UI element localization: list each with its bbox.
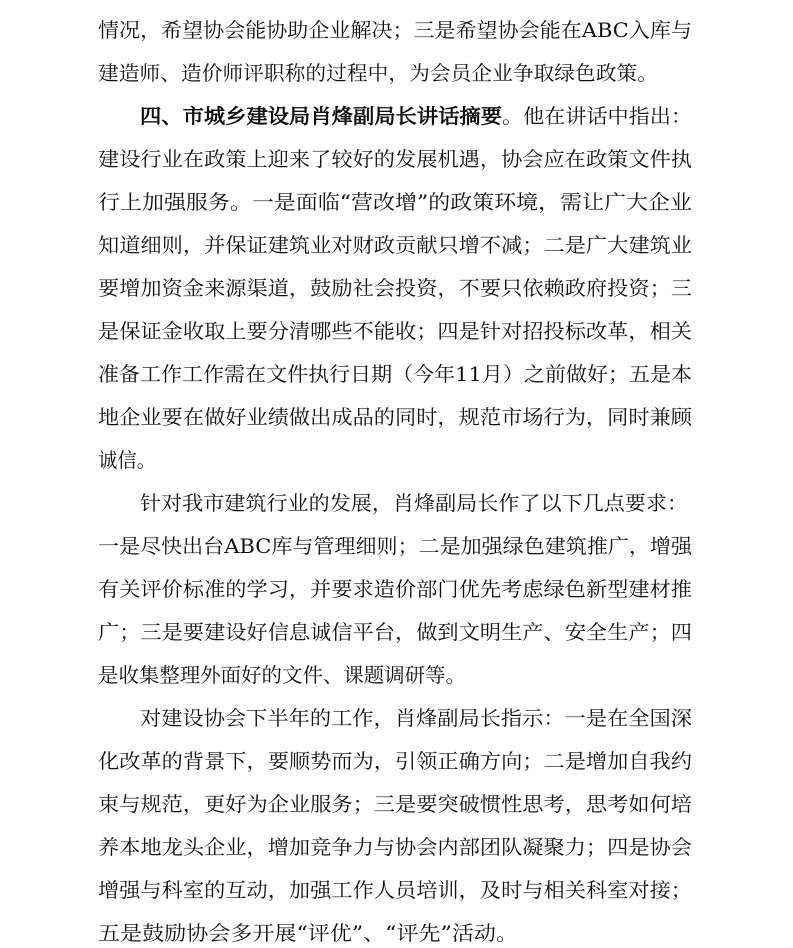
text-segment: 束与规范，更好为企业服务；三是要突破惯性思考，思考如何培	[98, 792, 692, 816]
text-line	[0, 445, 793, 475]
text-segment: 知道细则，并保证建筑业对财政贡献只增不减；二是广大建筑业	[98, 233, 692, 257]
text-line	[0, 789, 793, 819]
text-line	[0, 875, 793, 905]
text-segment: 建设行业在政策上迎来了较好的发展机遇，协会应在政策文件执	[98, 147, 692, 171]
text-line	[0, 488, 793, 518]
text-line	[0, 402, 793, 432]
text-segment: 。他在讲话中指出：	[502, 104, 692, 128]
section-heading-line	[0, 101, 793, 131]
text-line	[0, 574, 793, 604]
text-line	[0, 531, 793, 561]
text-line	[0, 230, 793, 260]
text-line	[0, 832, 793, 862]
text-segment: 地企业要在做好业绩做出成品的同时，规范市场行为，同时兼顾	[98, 405, 692, 429]
text-segment: 养本地龙头企业，增加竞争力与协会内部团队凝聚力；四是协会	[98, 835, 692, 859]
text-line	[0, 746, 793, 776]
text-segment: 针对我市建筑行业的发展，肖烽副局长作了以下几点要求：	[140, 491, 688, 515]
text-segment: 有关评价标准的学习，并要求造价部门优先考虑绿色新型建材推	[98, 577, 692, 601]
text-segment: 一是尽快出台ABC库与管理细则；二是加强绿色建筑推广，增强	[98, 534, 692, 558]
text-segment: 是保证金收取上要分清哪些不能收；四是针对招投标改革，相关	[98, 319, 692, 343]
text-line	[0, 187, 793, 217]
text-segment: 化改革的背景下，要顺势而为，引领正确方向；二是增加自我约	[98, 749, 692, 773]
text-segment: 是收集整理外面好的文件、课题调研等。	[98, 663, 467, 687]
text-segment: 广；三是要建设好信息诚信平台，做到文明生产、安全生产；四	[98, 620, 692, 644]
text-line	[0, 660, 793, 690]
text-line	[0, 703, 793, 733]
text-segment: 增强与科室的互动，加强工作人员培训，及时与相关科室对接；	[98, 878, 692, 902]
text-segment: 要增加资金来源渠道，鼓励社会投资，不要只依赖政府投资；三	[98, 276, 692, 300]
section-heading: 四、市城乡建设局肖烽副局长讲话摘要	[140, 104, 502, 128]
text-segment: 情况，希望协会能协助企业解决；三是希望协会能在ABC入库与	[98, 18, 692, 42]
text-segment: 准备工作工作需在文件执行日期（今年11月）之前做好；五是本	[98, 362, 692, 386]
text-line	[0, 918, 793, 948]
text-segment: 诚信。	[98, 448, 156, 472]
text-line	[0, 359, 793, 389]
text-line	[0, 58, 793, 88]
text-line	[0, 15, 793, 45]
text-segment: 对建设协会下半年的工作，肖烽副局长指示：一是在全国深	[140, 706, 692, 730]
text-segment: 五是鼓励协会多开展“评优”、“评先”活动。	[98, 921, 518, 945]
text-line	[0, 617, 793, 647]
text-segment: 建造师、造价师评职称的过程中，为会员企业争取绿色政策。	[98, 61, 658, 85]
text-line	[0, 273, 793, 303]
text-line	[0, 316, 793, 346]
text-segment: 行上加强服务。一是面临“营改增”的政策环境，需让广大企业	[98, 190, 692, 214]
text-line	[0, 144, 793, 174]
